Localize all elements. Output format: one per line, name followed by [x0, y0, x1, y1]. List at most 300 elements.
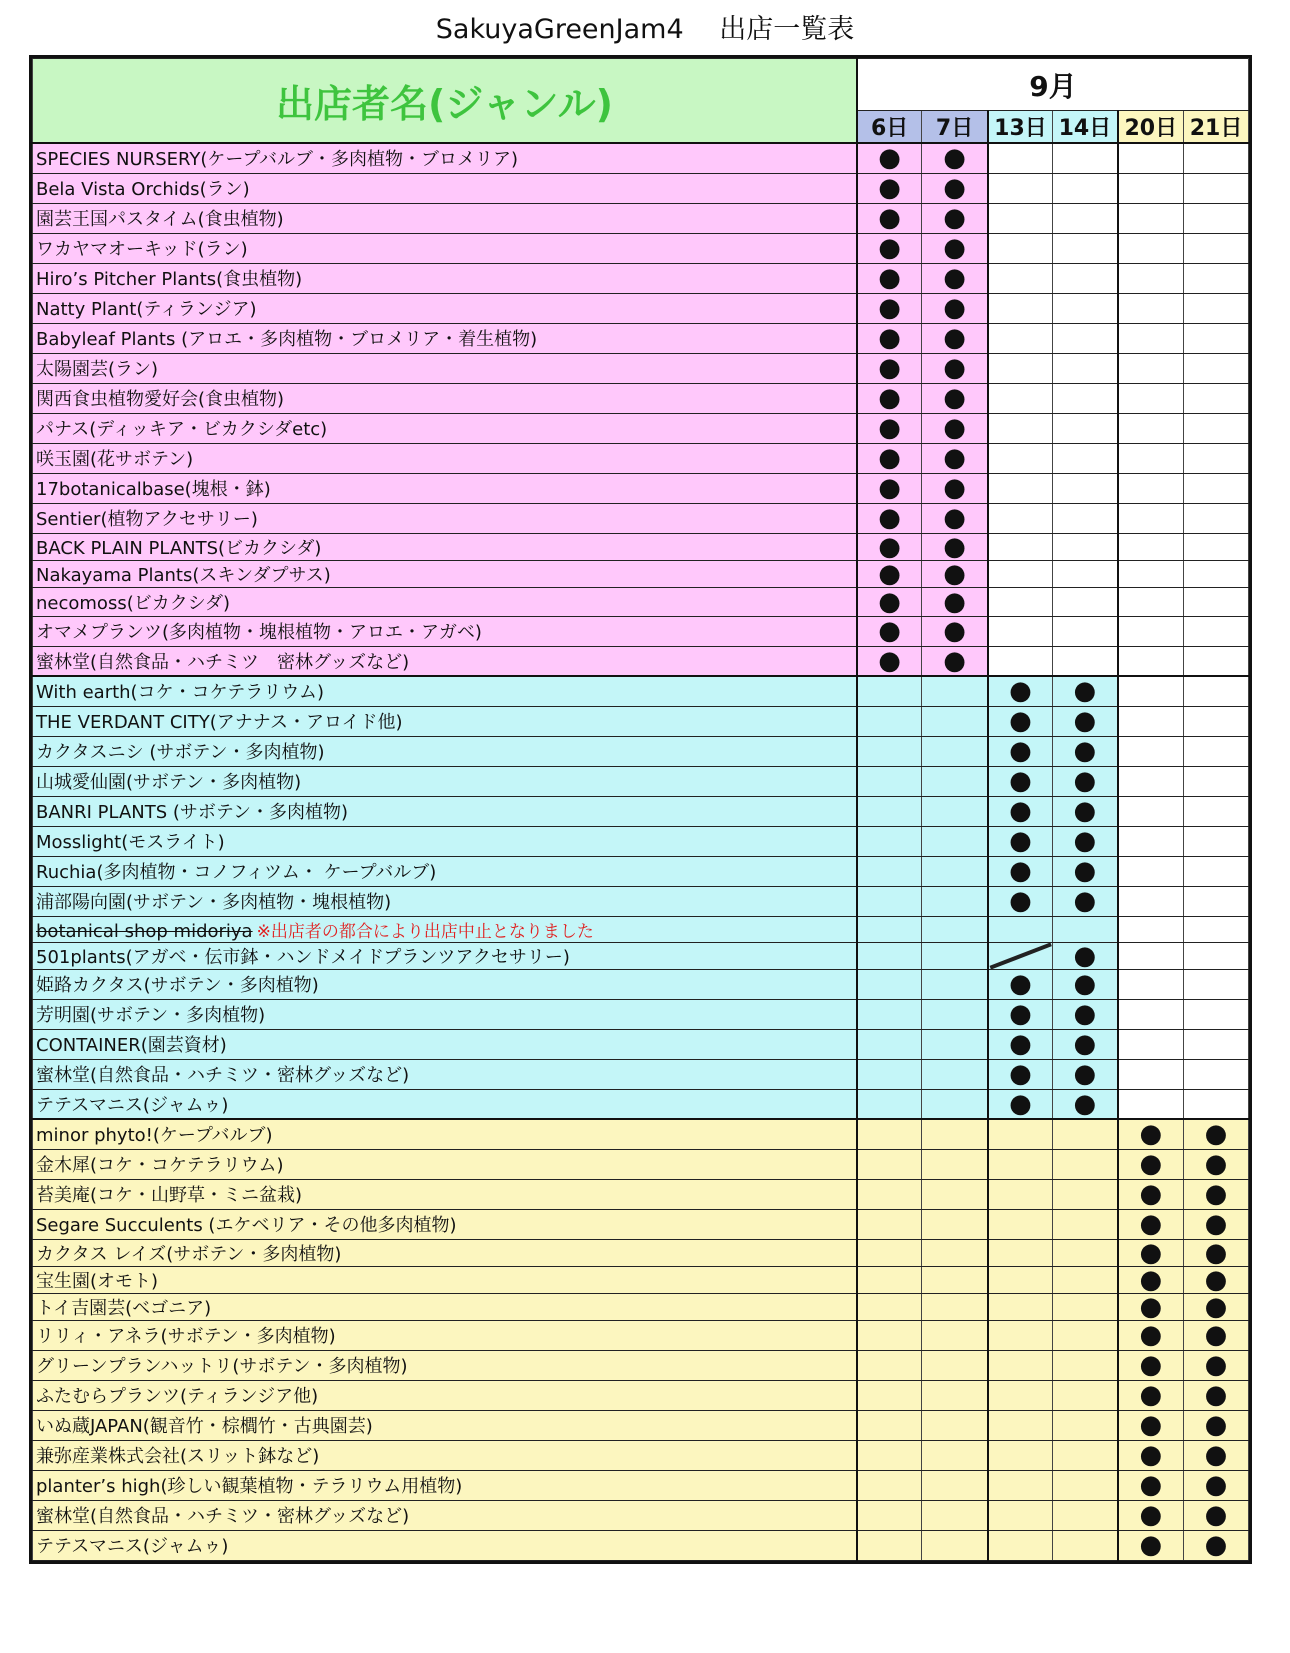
exhibitor-name-cell	[33, 323, 857, 353]
empty-cell	[1118, 942, 1184, 969]
page-title: SakuyaGreenJam4 出店一覧表	[435, 14, 855, 45]
empty-cell	[1118, 263, 1184, 293]
empty-cell	[922, 1380, 988, 1410]
empty-cell	[922, 1266, 988, 1293]
empty-cell	[988, 1440, 1053, 1470]
empty-cell	[1118, 473, 1184, 503]
exhibitor-name-cell	[33, 293, 857, 323]
attendance-mark: ●	[988, 796, 1053, 826]
empty-cell	[1184, 353, 1249, 383]
empty-cell	[1184, 1029, 1249, 1059]
exhibitor-name-cell	[33, 1029, 857, 1059]
exhibitor-name: Hiro’s Pitcher Plants(食虫植物)	[36, 269, 303, 290]
empty-cell	[988, 443, 1053, 473]
empty-cell	[857, 1500, 922, 1530]
empty-cell	[1053, 1470, 1118, 1500]
exhibitor-name: CONTAINER(園芸資材)	[36, 1035, 227, 1056]
empty-cell	[1118, 676, 1184, 706]
exhibitor-name: Sentier(植物アクセサリー)	[36, 509, 258, 530]
exhibitor-row	[33, 560, 1249, 587]
empty-cell	[1184, 766, 1249, 796]
attendance-mark: ●	[1053, 796, 1118, 826]
empty-cell	[857, 1059, 922, 1089]
empty-cell	[857, 1440, 922, 1470]
exhibitor-name: 宝生園(オモト)	[36, 1270, 159, 1292]
empty-cell	[988, 587, 1053, 616]
empty-cell	[1118, 616, 1184, 646]
empty-cell	[988, 1209, 1053, 1239]
exhibitor-row	[33, 587, 1249, 616]
empty-cell	[988, 1350, 1053, 1380]
exhibitor-name: リリィ・アネラ(サボテン・多肉植物)	[36, 1326, 336, 1347]
empty-cell	[988, 503, 1053, 533]
empty-cell	[988, 1530, 1053, 1560]
exhibitor-name: グリーンプランハットリ(サボテン・多肉植物)	[36, 1356, 408, 1377]
exhibitor-row	[33, 1029, 1249, 1059]
exhibitor-name-cell	[33, 1119, 857, 1149]
empty-cell	[1053, 413, 1118, 443]
empty-cell	[857, 916, 922, 942]
exhibitor-name: Mosslight(モスライト)	[36, 832, 225, 853]
empty-cell	[922, 706, 988, 736]
day-header-20: 20日	[1118, 111, 1184, 144]
empty-cell	[988, 1266, 1053, 1293]
exhibitor-row	[33, 616, 1249, 646]
exhibitor-row	[33, 443, 1249, 473]
empty-cell	[922, 916, 988, 942]
empty-cell	[988, 233, 1053, 263]
exhibitor-name: 蜜林堂(自然食品・ハチミツ・密林グッズなど)	[36, 1065, 410, 1086]
empty-cell	[1118, 886, 1184, 916]
empty-cell	[1053, 1293, 1118, 1320]
exhibitor-name-cell	[33, 443, 857, 473]
empty-cell	[1053, 560, 1118, 587]
empty-cell	[922, 1059, 988, 1089]
attendance-mark: ●	[1053, 942, 1118, 969]
empty-cell	[1184, 560, 1249, 587]
month-header: 9月	[857, 59, 1249, 111]
empty-cell	[922, 1530, 988, 1560]
exhibitor-row	[33, 383, 1249, 413]
exhibitor-row	[33, 353, 1249, 383]
attendance-mark: ●	[1184, 1149, 1249, 1179]
attendance-mark: ●	[1184, 1440, 1249, 1470]
empty-cell	[922, 1089, 988, 1119]
exhibitor-name: カクタスニシ (サボテン・多肉植物)	[36, 742, 325, 763]
attendance-mark: ●	[1184, 1530, 1249, 1560]
empty-cell	[1184, 676, 1249, 706]
exhibitor-name: BACK PLAIN PLANTS(ビカクシダ)	[36, 537, 322, 559]
exhibitor-name: planter’s high(珍しい観葉植物・テラリウム用植物)	[36, 1476, 463, 1497]
empty-cell	[988, 1179, 1053, 1209]
exhibitor-name-cell	[33, 1320, 857, 1350]
attendance-mark: ●	[1184, 1266, 1249, 1293]
exhibitor-row	[33, 1089, 1249, 1119]
empty-cell	[857, 886, 922, 916]
attendance-mark: ●	[922, 173, 988, 203]
attendance-mark: ●	[922, 203, 988, 233]
exhibitor-name-cell	[33, 616, 857, 646]
attendance-mark: ●	[1053, 736, 1118, 766]
empty-cell	[988, 293, 1053, 323]
attendance-mark: ●	[1118, 1209, 1184, 1239]
empty-cell	[1184, 413, 1249, 443]
empty-cell	[857, 999, 922, 1029]
empty-cell	[1184, 587, 1249, 616]
exhibitor-name-cell	[33, 1410, 857, 1440]
exhibitor-row	[33, 173, 1249, 203]
empty-cell	[857, 1530, 922, 1560]
empty-cell	[1053, 443, 1118, 473]
attendance-mark: ●	[1118, 1440, 1184, 1470]
attendance-mark: ●	[922, 443, 988, 473]
exhibitor-name-cell	[33, 587, 857, 616]
empty-cell	[1053, 263, 1118, 293]
exhibitor-name-cell	[33, 1500, 857, 1530]
empty-cell	[922, 826, 988, 856]
empty-cell	[1184, 886, 1249, 916]
exhibitor-name-cell	[33, 413, 857, 443]
empty-cell	[988, 616, 1053, 646]
attendance-mark: ●	[1184, 1119, 1249, 1149]
attendance-mark: ●	[1184, 1239, 1249, 1266]
empty-cell	[1118, 533, 1184, 560]
empty-cell	[988, 143, 1053, 173]
empty-cell	[1053, 1320, 1118, 1350]
exhibitor-name: テテスマニス(ジャムゥ)	[36, 1536, 229, 1557]
empty-cell	[857, 766, 922, 796]
exhibitor-row	[33, 999, 1249, 1029]
exhibitor-row	[33, 969, 1249, 999]
empty-cell	[1118, 143, 1184, 173]
empty-cell	[1118, 646, 1184, 676]
empty-cell	[1184, 1059, 1249, 1089]
exhibitor-name: 17botanicalbase(塊根・鉢)	[36, 479, 271, 500]
exhibitor-name: オマメプランツ(多肉植物・塊根植物・アロエ・アガベ)	[36, 622, 482, 643]
empty-cell	[857, 1209, 922, 1239]
exhibitor-row	[33, 1239, 1249, 1266]
empty-cell	[1053, 1119, 1118, 1149]
exhibitor-row	[33, 1470, 1249, 1500]
empty-cell	[1118, 203, 1184, 233]
empty-cell	[922, 1029, 988, 1059]
empty-cell	[1184, 736, 1249, 766]
attendance-mark: ●	[1053, 766, 1118, 796]
attendance-mark: ●	[1118, 1530, 1184, 1560]
exhibitor-name: いぬ蔵JAPAN(観音竹・棕櫚竹・古典園芸)	[36, 1416, 373, 1437]
empty-cell	[922, 1500, 988, 1530]
exhibitor-name: 兼弥産業株式会社(スリット鉢など)	[36, 1446, 320, 1467]
exhibitor-name-cell	[33, 383, 857, 413]
empty-cell	[1118, 706, 1184, 736]
empty-cell	[1118, 503, 1184, 533]
attendance-mark: ●	[922, 616, 988, 646]
empty-cell	[922, 1320, 988, 1350]
exhibitor-name-cell	[33, 969, 857, 999]
attendance-mark: ●	[1184, 1179, 1249, 1209]
exhibitor-name-cell	[33, 560, 857, 587]
exhibitor-name: 芳明園(サボテン・多肉植物)	[36, 1005, 266, 1026]
attendance-mark: ●	[988, 1089, 1053, 1119]
empty-cell	[857, 1266, 922, 1293]
empty-cell	[1118, 233, 1184, 263]
empty-cell	[1053, 916, 1118, 942]
empty-cell	[1053, 1179, 1118, 1209]
empty-cell	[1184, 796, 1249, 826]
empty-cell	[1053, 1239, 1118, 1266]
exhibitor-row	[33, 203, 1249, 233]
empty-cell	[988, 533, 1053, 560]
empty-cell	[1184, 323, 1249, 353]
empty-cell	[1118, 969, 1184, 999]
empty-cell	[1053, 1500, 1118, 1530]
empty-cell	[857, 1350, 922, 1380]
exhibitor-row	[33, 143, 1249, 173]
empty-cell	[1053, 203, 1118, 233]
attendance-mark: ●	[1118, 1119, 1184, 1149]
day-header-14: 14日	[1053, 111, 1118, 144]
empty-cell	[1118, 353, 1184, 383]
attendance-mark: ●	[857, 646, 922, 676]
empty-cell	[1053, 323, 1118, 353]
empty-cell	[1118, 999, 1184, 1029]
empty-cell	[1184, 942, 1249, 969]
exhibitor-row	[33, 676, 1249, 706]
exhibitor-name-cell	[33, 676, 857, 706]
attendance-mark: ●	[857, 233, 922, 263]
empty-cell	[857, 1470, 922, 1500]
exhibitor-name-cell	[33, 1149, 857, 1179]
exhibitor-name-cell	[33, 736, 857, 766]
exhibitor-name-cell	[33, 856, 857, 886]
empty-cell	[857, 1380, 922, 1410]
empty-cell	[922, 886, 988, 916]
empty-cell	[857, 1179, 922, 1209]
attendance-mark: ●	[988, 676, 1053, 706]
attendance-mark: ●	[922, 413, 988, 443]
attendance-mark: ●	[1118, 1239, 1184, 1266]
empty-cell	[922, 1470, 988, 1500]
exhibitor-name: ふたむらプランツ(ティランジア他)	[36, 1386, 319, 1407]
exhibitor-name-cell	[33, 1266, 857, 1293]
attendance-mark: ●	[988, 706, 1053, 736]
empty-cell	[857, 856, 922, 886]
attendance-mark: ●	[857, 293, 922, 323]
exhibitor-row	[33, 503, 1249, 533]
attendance-mark: ●	[1118, 1149, 1184, 1179]
empty-cell	[857, 736, 922, 766]
exhibitor-name: トイ吉園芸(ベゴニア)	[36, 1297, 212, 1319]
empty-cell	[1053, 587, 1118, 616]
empty-cell	[988, 473, 1053, 503]
attendance-mark: ●	[1053, 1059, 1118, 1089]
attendance-mark: ●	[1053, 1089, 1118, 1119]
empty-cell	[988, 1320, 1053, 1350]
exhibitor-row	[33, 293, 1249, 323]
attendance-mark: ●	[1118, 1380, 1184, 1410]
exhibitor-name: 金木犀(コケ・コケテラリウム)	[36, 1155, 284, 1176]
empty-cell	[1118, 173, 1184, 203]
empty-cell	[1184, 826, 1249, 856]
exhibitor-name-cell	[33, 1293, 857, 1320]
empty-cell	[922, 1149, 988, 1179]
empty-cell	[1053, 293, 1118, 323]
name-column-header: 出店者名(ジャンル)	[33, 59, 857, 144]
attendance-mark: ●	[988, 969, 1053, 999]
attendance-mark: ●	[988, 1059, 1053, 1089]
empty-cell	[1053, 1149, 1118, 1179]
empty-cell	[1053, 1530, 1118, 1560]
exhibitor-name-cell	[33, 706, 857, 736]
empty-cell	[1184, 173, 1249, 203]
empty-cell	[1053, 1266, 1118, 1293]
exhibitor-name-cell	[33, 1470, 857, 1500]
day-header-21: 21日	[1184, 111, 1249, 144]
exhibitor-schedule-table	[32, 58, 1249, 1561]
empty-cell	[922, 1209, 988, 1239]
attendance-mark: ●	[1118, 1179, 1184, 1209]
exhibitor-row	[33, 1410, 1249, 1440]
empty-cell	[857, 1410, 922, 1440]
attendance-mark: ●	[1118, 1266, 1184, 1293]
attendance-mark: ●	[1053, 1029, 1118, 1059]
exhibitor-row	[33, 796, 1249, 826]
empty-cell	[922, 1119, 988, 1149]
attendance-mark: ●	[857, 143, 922, 173]
exhibitor-row	[33, 826, 1249, 856]
exhibitor-row	[33, 1119, 1249, 1149]
exhibitor-row	[33, 1380, 1249, 1410]
exhibitor-row	[33, 942, 1249, 969]
attendance-mark: ●	[857, 323, 922, 353]
exhibitor-name-cell	[33, 1089, 857, 1119]
exhibitor-name-cell	[33, 1380, 857, 1410]
exhibitor-name: テテスマニス(ジャムゥ)	[36, 1094, 229, 1116]
day-header-7: 7日	[922, 111, 988, 144]
attendance-mark: ●	[1053, 999, 1118, 1029]
day-header-6: 6日	[857, 111, 922, 144]
empty-cell	[922, 1293, 988, 1320]
attendance-mark: ●	[1053, 969, 1118, 999]
empty-cell	[1184, 969, 1249, 999]
attendance-mark: ●	[1053, 706, 1118, 736]
exhibitor-name-cell	[33, 916, 857, 942]
exhibitor-row	[33, 263, 1249, 293]
attendance-mark: ●	[922, 533, 988, 560]
empty-cell	[1118, 916, 1184, 942]
empty-cell	[1184, 233, 1249, 263]
empty-cell	[988, 383, 1053, 413]
empty-cell	[922, 1440, 988, 1470]
empty-cell	[1118, 1059, 1184, 1089]
exhibitor-name: minor phyto!(ケープバルブ)	[36, 1125, 273, 1147]
empty-cell	[1053, 233, 1118, 263]
exhibitor-name: 園芸王国パスタイム(食虫植物)	[36, 209, 284, 230]
empty-cell	[1118, 856, 1184, 886]
empty-cell	[1118, 826, 1184, 856]
attendance-mark: ●	[1184, 1470, 1249, 1500]
empty-cell	[988, 353, 1053, 383]
empty-cell	[988, 263, 1053, 293]
exhibitor-row	[33, 233, 1249, 263]
attendance-mark: ●	[988, 1029, 1053, 1059]
attendance-mark: ●	[1053, 676, 1118, 706]
exhibitor-name-cell	[33, 353, 857, 383]
attendance-mark: ●	[1118, 1470, 1184, 1500]
attendance-mark: ●	[857, 560, 922, 587]
attendance-mark: ●	[1184, 1320, 1249, 1350]
empty-cell	[1118, 323, 1184, 353]
empty-cell	[1184, 263, 1249, 293]
attendance-mark: ●	[857, 413, 922, 443]
attendance-mark: ●	[922, 383, 988, 413]
attendance-mark: ●	[857, 533, 922, 560]
exhibitor-name-cell	[33, 942, 857, 969]
exhibitor-row	[33, 473, 1249, 503]
exhibitor-name: 苔美庵(コケ・山野草・ミニ盆栽)	[36, 1185, 303, 1206]
attendance-mark: ●	[1118, 1320, 1184, 1350]
exhibitor-name-cell	[33, 143, 857, 173]
empty-cell	[988, 1119, 1053, 1149]
exhibitor-name: 太陽園芸(ラン)	[36, 359, 159, 380]
exhibitor-row	[33, 886, 1249, 916]
exhibitor-row	[33, 1149, 1249, 1179]
exhibitor-name: 浦部陽向園(サボテン・多肉植物・塊根植物)	[36, 892, 392, 913]
empty-cell	[1053, 383, 1118, 413]
empty-cell	[1118, 413, 1184, 443]
attendance-mark: ●	[988, 999, 1053, 1029]
empty-cell	[1184, 856, 1249, 886]
attendance-mark: ●	[857, 353, 922, 383]
exhibitor-row	[33, 413, 1249, 443]
attendance-mark: ●	[857, 203, 922, 233]
empty-cell	[1053, 1380, 1118, 1410]
attendance-mark: ●	[1118, 1410, 1184, 1440]
empty-cell	[1053, 646, 1118, 676]
attendance-mark: ●	[857, 587, 922, 616]
empty-cell	[922, 1350, 988, 1380]
exhibitor-name-cell	[33, 503, 857, 533]
empty-cell	[1184, 616, 1249, 646]
empty-cell	[988, 646, 1053, 676]
exhibitor-name: Nakayama Plants(スキンダプサス)	[36, 564, 331, 586]
empty-cell	[1053, 1209, 1118, 1239]
empty-cell	[1184, 383, 1249, 413]
attendance-mark: ●	[922, 143, 988, 173]
exhibitor-row	[33, 323, 1249, 353]
empty-cell	[988, 1293, 1053, 1320]
empty-cell	[922, 676, 988, 706]
empty-cell	[922, 856, 988, 886]
exhibitor-row	[33, 1179, 1249, 1209]
attendance-mark: ●	[922, 293, 988, 323]
empty-cell	[857, 1239, 922, 1266]
exhibitor-row	[33, 856, 1249, 886]
empty-cell	[1184, 1089, 1249, 1119]
exhibitor-name-cell	[33, 1440, 857, 1470]
exhibitor-name-cell	[33, 886, 857, 916]
empty-cell	[1184, 503, 1249, 533]
exhibitor-name: カクタス レイズ(サボテン・多肉植物)	[36, 1243, 342, 1265]
exhibitor-row	[33, 706, 1249, 736]
empty-cell	[922, 969, 988, 999]
empty-cell	[988, 1500, 1053, 1530]
attendance-mark: ●	[1053, 856, 1118, 886]
exhibitor-name: THE VERDANT CITY(アナナス・アロイド他)	[36, 712, 403, 733]
exhibitor-name: Babyleaf Plants (アロエ・多肉植物・ブロメリア・着生植物)	[36, 329, 538, 350]
exhibitor-name-cell	[33, 999, 857, 1029]
attendance-mark: ●	[922, 587, 988, 616]
